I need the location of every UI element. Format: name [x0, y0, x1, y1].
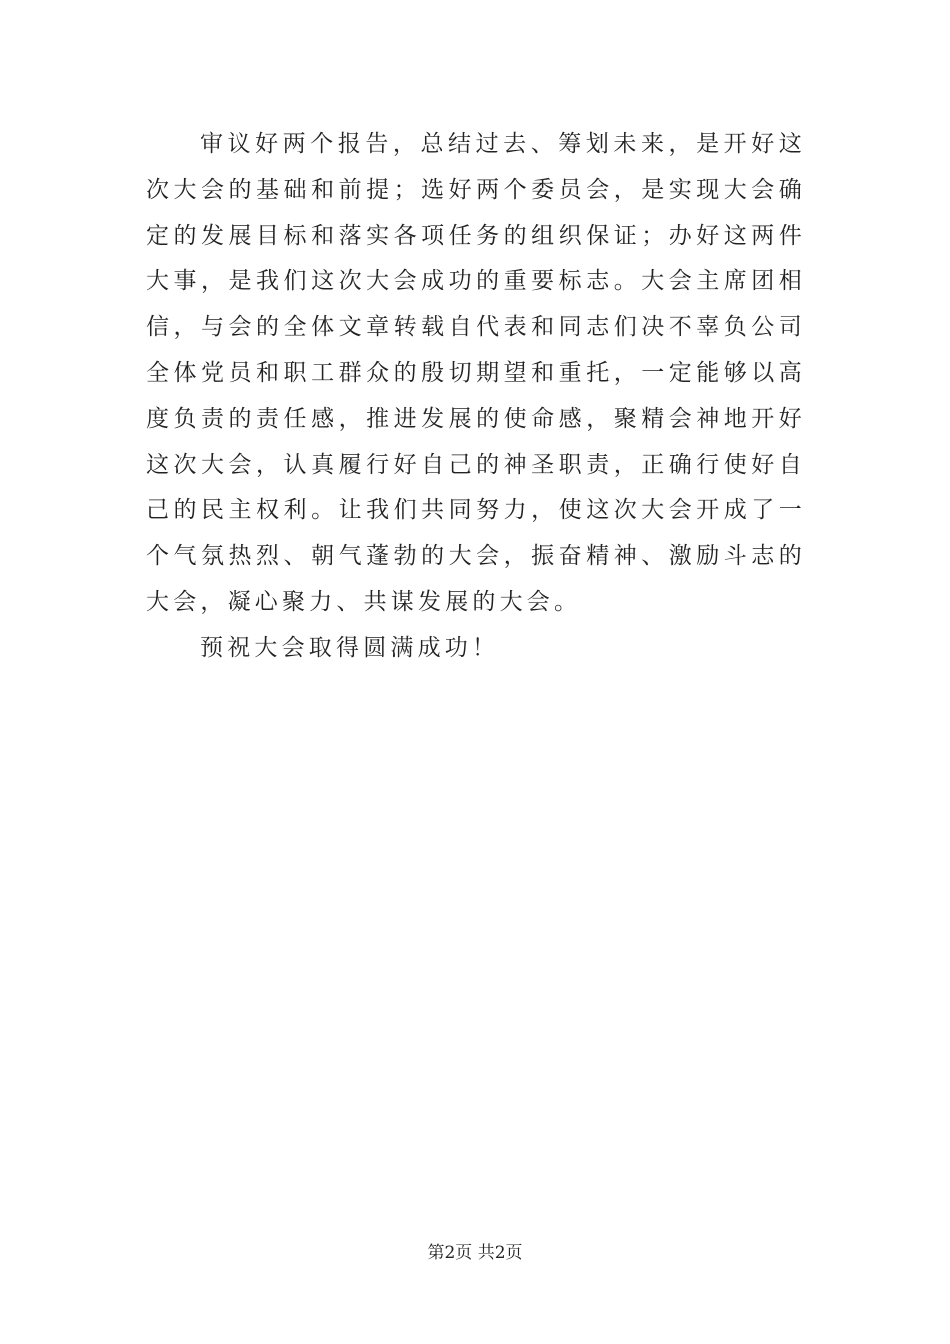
document-body	[146, 122, 806, 672]
paragraph-closing: 预祝大会取得圆满成功！	[200, 634, 500, 661]
page-footer: 第2页 共2页	[427, 1243, 523, 1263]
paragraph-main: 审议好两个报告，总结过去、筹划未来，是开好这次大会的基础和前提；选好两个委员会，是实现大会确定的发展目标和落实各项任务的组织保证；办好这两件大事，是我们这次大会成功的重要标志。大会主席团相信，与会的全体文章转载自代表和同志们决不辜负公司全体党员和职工群众的殷切期望和重托，一定能够以高度负责的责任感，推进发展的使命感，聚精会神地开好这次大会，认真履行好自己的神圣职责，正确行使好自己的民主权利。让我们共同努力，使这次大会开成了一个气氛热烈、朝气蓬勃的大会，振奋精神、激励斗志的大会，凝心聚力、共谋发展的大会。	[146, 131, 806, 615]
